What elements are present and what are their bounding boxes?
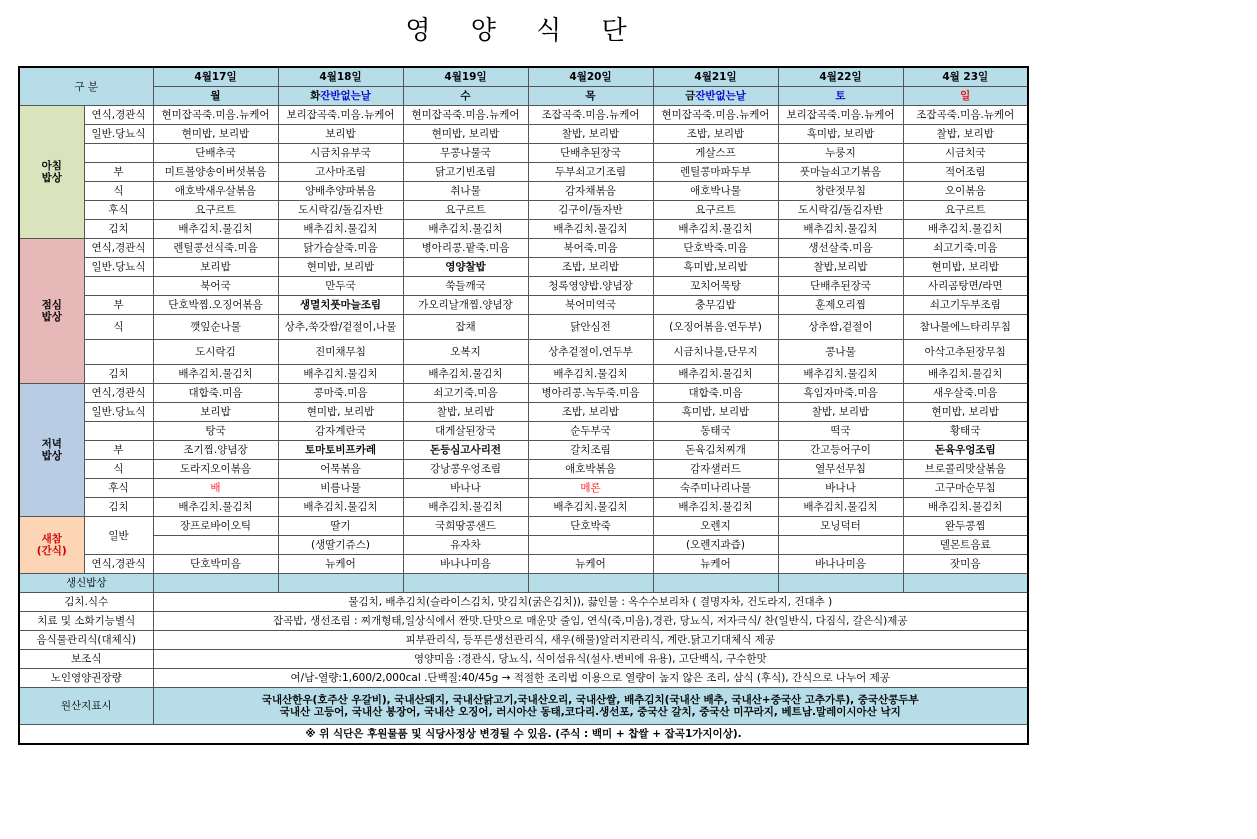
lunch-label-line: 점심 (41, 299, 62, 311)
menu-item: 보리밥 (153, 403, 278, 422)
row-category (84, 144, 153, 163)
menu-item: 애호박새우살볶음 (153, 182, 278, 201)
info-text: 피부관리식, 등푸른생선관리식, 새우(해물)알러지관리식, 계란.닭고기대체식 제공 (153, 631, 1028, 650)
snack-label-line: (간식) (36, 545, 67, 557)
header-date-row (19, 67, 1028, 87)
date-header: 4월17일 (153, 67, 278, 87)
row-category (84, 277, 153, 296)
menu-item: 대합죽.미음 (653, 384, 778, 403)
menu-item: 상추,쑥갓쌈/겉절이,나물 (278, 315, 403, 340)
info-label: 치료 및 소화기능별식 (19, 612, 153, 631)
menu-item: 가오리날개찜.양념장 (403, 296, 528, 315)
row-category (84, 422, 153, 441)
menu-item: 조밥, 보리밥 (653, 125, 778, 144)
menu-item: 배추김치.물김치 (403, 365, 528, 384)
dow-header (403, 87, 528, 106)
dinner-row (19, 460, 1028, 479)
menu-item: 요구르트 (403, 201, 528, 220)
menu-item: 바나나 (778, 479, 903, 498)
menu-item: (오징어볶음.연두부) (653, 315, 778, 340)
footnote: ※ 위 식단은 후원물품 및 식당사정상 변경될 수 있음. (주식 : 백미 + 찹쌀 + 잡곡1가지이상). (19, 725, 1028, 745)
menu-item: 조잡곡죽.미음.뉴케어 (903, 106, 1028, 125)
snack-item: 바나나미음 (778, 555, 903, 574)
row-category: 연식,경관식 (84, 239, 153, 258)
menu-item: 콩나물 (778, 340, 903, 365)
date-header: 4월 23일 (903, 67, 1028, 87)
menu-item: 토마토비프카레 (278, 441, 403, 460)
menu-item: 배추김치.물김치 (528, 498, 653, 517)
breakfast-row (19, 182, 1028, 201)
breakfast-row (19, 125, 1028, 144)
origin-text (153, 688, 1028, 725)
birthday-cell (528, 574, 653, 593)
menu-item: 상추겉절이,연두부 (528, 340, 653, 365)
menu-item: 상추쌈,겉절이 (778, 315, 903, 340)
breakfast-row (19, 106, 1028, 125)
menu-table (18, 66, 1029, 745)
snack-label (19, 517, 84, 574)
menu-item: 보리잡곡죽.미음.뉴케어 (278, 106, 403, 125)
menu-item: 현미잡곡죽.미음.뉴케어 (153, 106, 278, 125)
dow-label: 수 (460, 90, 471, 102)
info-label: 음식물관리식(대체식) (19, 631, 153, 650)
menu-item: 배추김치.물김치 (153, 498, 278, 517)
menu-item: 배추김치.물김치 (903, 220, 1028, 239)
menu-item: 간고등어구이 (778, 441, 903, 460)
dow-prefix: 화 (310, 90, 321, 102)
menu-item: 감자채볶음 (528, 182, 653, 201)
row-category: 일반.당뇨식 (84, 125, 153, 144)
dow-prefix: 금 (685, 90, 696, 102)
menu-item: 배추김치.물김치 (153, 365, 278, 384)
breakfast-row (19, 220, 1028, 239)
menu-item: 메론 (528, 479, 653, 498)
row-category: 일반 (84, 517, 153, 555)
snack-row (19, 536, 1028, 555)
menu-item: 닭가슴살죽.미음 (278, 239, 403, 258)
menu-item: 조기찜.양념장 (153, 441, 278, 460)
menu-item: 돈등심고사리전 (403, 441, 528, 460)
row-category: 김치 (84, 365, 153, 384)
lunch-label-line: 밥상 (41, 311, 62, 323)
menu-item: 영양찰밥 (403, 258, 528, 277)
menu-item: 진미채무침 (278, 340, 403, 365)
menu-item: 배추김치.물김치 (278, 498, 403, 517)
menu-item: 시금치유부국 (278, 144, 403, 163)
dinner-row (19, 403, 1028, 422)
row-category: 김치 (84, 220, 153, 239)
date-header: 4월21일 (653, 67, 778, 87)
menu-item: 찰밥,보리밥 (778, 258, 903, 277)
menu-item: 병아리콩.녹두죽.미음 (528, 384, 653, 403)
menu-item: 적어조림 (903, 163, 1028, 182)
menu-item: 배추김치.물김치 (903, 365, 1028, 384)
menu-item: 쇠고기두부조림 (903, 296, 1028, 315)
menu-item: 도시락김/돌김자반 (778, 201, 903, 220)
dow-header (653, 87, 778, 106)
dow-header (278, 87, 403, 106)
menu-item: 렌틸콩마파두부 (653, 163, 778, 182)
snack-item: 모닝덕터 (778, 517, 903, 536)
dinner-row (19, 498, 1028, 517)
dow-label: 월 (210, 90, 221, 102)
menu-item: 북어미역국 (528, 296, 653, 315)
menu-item: 쑥들깨국 (403, 277, 528, 296)
menu-item: 쇠고기죽.미음 (903, 239, 1028, 258)
menu-item: 꼬치어묵탕 (653, 277, 778, 296)
menu-item: 잡채 (403, 315, 528, 340)
menu-item: 대합죽.미음 (153, 384, 278, 403)
menu-item: 배추김치.물김치 (778, 498, 903, 517)
lunch-row (19, 258, 1028, 277)
snack-label-line: 새참 (41, 533, 62, 545)
menu-item: 보리잡곡죽.미음.뉴케어 (778, 106, 903, 125)
snack-item: 단호박죽 (528, 517, 653, 536)
snack-item: 완두콩찜 (903, 517, 1028, 536)
menu-item: 돈육김치찌개 (653, 441, 778, 460)
row-category: 일반.당뇨식 (84, 258, 153, 277)
dinner-row (19, 384, 1028, 403)
menu-item: 단호박죽.미음 (653, 239, 778, 258)
lunch-row (19, 315, 1028, 340)
menu-item: 황태국 (903, 422, 1028, 441)
menu-item: 현미밥, 보리밥 (278, 258, 403, 277)
snack-item: 단호박미음 (153, 555, 278, 574)
breakfast-label-line: 밥상 (41, 172, 62, 184)
info-label: 김치.식수 (19, 593, 153, 612)
header-dow-row (19, 87, 1028, 106)
menu-item: 보리밥 (278, 125, 403, 144)
menu-item: 단배추국 (153, 144, 278, 163)
menu-item: 도시락김 (153, 340, 278, 365)
breakfast-label-line: 아침 (41, 160, 62, 172)
info-text: 물김치, 배추김치(슬라이스김치, 맛김치(굵은김치)), 끓인물 : 옥수수보리차 ( 결명자차, 건도라지, 건대추 ) (153, 593, 1028, 612)
menu-item: 배추김치.물김치 (278, 365, 403, 384)
menu-item: 닭안심전 (528, 315, 653, 340)
menu-item: 렌틸콩선식죽.미음 (153, 239, 278, 258)
dow-header (528, 87, 653, 106)
menu-item: 새우살죽.미음 (903, 384, 1028, 403)
row-category: 연식,경관식 (84, 555, 153, 574)
menu-item: 보리밥 (153, 258, 278, 277)
menu-item: 열무선무침 (778, 460, 903, 479)
menu-item: 갈치조림 (528, 441, 653, 460)
snack-soft-row (19, 555, 1028, 574)
menu-item: 시금치나물,단무지 (653, 340, 778, 365)
row-category: 부 (84, 441, 153, 460)
menu-item: 생선살죽.미음 (778, 239, 903, 258)
info-label: 노인영양권장량 (19, 669, 153, 688)
row-category: 후식 (84, 479, 153, 498)
snack-item: 델몬트음료 (903, 536, 1028, 555)
breakfast-label (19, 106, 84, 239)
info-label: 보조식 (19, 650, 153, 669)
row-category: 부 (84, 163, 153, 182)
row-category (84, 340, 153, 365)
menu-item: 취나물 (403, 182, 528, 201)
menu-item: 요구르트 (903, 201, 1028, 220)
menu-item: 숙주미나리나물 (653, 479, 778, 498)
dinner-label-line: 저녁 (41, 438, 62, 450)
info-row-therapy (19, 612, 1028, 631)
menu-item: 떡국 (778, 422, 903, 441)
menu-item: 두부쇠고기조림 (528, 163, 653, 182)
menu-item: 도라지오이볶음 (153, 460, 278, 479)
menu-item: 오이볶음 (903, 182, 1028, 201)
menu-item: 감자계란국 (278, 422, 403, 441)
dinner-row (19, 441, 1028, 460)
menu-item: 순두부국 (528, 422, 653, 441)
menu-item: 무콩나물국 (403, 144, 528, 163)
breakfast-row (19, 163, 1028, 182)
birthday-cell (653, 574, 778, 593)
menu-item: 찰밥, 보리밥 (778, 403, 903, 422)
menu-item: 단배추된장국 (778, 277, 903, 296)
birthday-cell (278, 574, 403, 593)
breakfast-row (19, 201, 1028, 220)
menu-item: 배추김치.물김치 (528, 220, 653, 239)
menu-item: 현미밥, 보리밥 (403, 125, 528, 144)
lunch-row (19, 365, 1028, 384)
snack-item: (오렌지과즙) (653, 536, 778, 555)
menu-item: 배추김치.물김치 (403, 498, 528, 517)
dinner-label (19, 384, 84, 517)
menu-item: 고구마순무침 (903, 479, 1028, 498)
menu-item: 애호박나물 (653, 182, 778, 201)
menu-item: 배추김치.물김치 (653, 365, 778, 384)
snack-item (778, 536, 903, 555)
dow-header (153, 87, 278, 106)
menu-item: 아삭고추된장무침 (903, 340, 1028, 365)
menu-item: 애호박볶음 (528, 460, 653, 479)
menu-item: 동태국 (653, 422, 778, 441)
info-text: 잡곡밥, 생선조림 : 찌개형태,일상식에서 짠맛.단맛으로 매운맛 줄임, 연식(죽,미음),경관, 당뇨식, 저자극식/ 찬(일반식, 다짐식, 갈은식)제공 (153, 612, 1028, 631)
menu-item: 현미밥, 보리밥 (278, 403, 403, 422)
menu-item: 강낭콩우엉조림 (403, 460, 528, 479)
menu-item: 흑미밥,보리밥 (653, 258, 778, 277)
menu-item: 비름나물 (278, 479, 403, 498)
lunch-label (19, 239, 84, 384)
info-text: 영양미음 :경관식, 당뇨식, 식이섬유식(설사.변비에 유용), 고단백식, 구수한맛 (153, 650, 1028, 669)
menu-item: 배추김치.물김치 (778, 220, 903, 239)
row-category: 김치 (84, 498, 153, 517)
origin-line: 국내산한우(호주산 우갈비), 국내산돼지, 국내산닭고기,국내산오리, 국내산쌀, 배추김치(국내산 배추, 국내산+중국산 고추가루), 중국산콩두부 (261, 694, 919, 706)
menu-item: 어묵볶음 (278, 460, 403, 479)
snack-item: 장프로바이오틱 (153, 517, 278, 536)
menu-item: 양배추양파볶음 (278, 182, 403, 201)
lunch-row (19, 296, 1028, 315)
menu-item: 바나나 (403, 479, 528, 498)
menu-item: 조밥, 보리밥 (528, 258, 653, 277)
snack-item: 오렌지 (653, 517, 778, 536)
menu-item: 북어죽.미음 (528, 239, 653, 258)
menu-item: 흑임자마죽.미음 (778, 384, 903, 403)
menu-item: 풋마늘쇠고기볶음 (778, 163, 903, 182)
menu-item: 탕국 (153, 422, 278, 441)
menu-item: 도시락김/돌김자반 (278, 201, 403, 220)
menu-item: 현미밥, 보리밥 (903, 403, 1028, 422)
birthday-label: 생신밥상 (19, 574, 153, 593)
menu-item: 감자샐러드 (653, 460, 778, 479)
menu-item: 참나물에느타리무침 (903, 315, 1028, 340)
date-header: 4월19일 (403, 67, 528, 87)
menu-item: 찰밥, 보리밥 (403, 403, 528, 422)
menu-item: 시금치국 (903, 144, 1028, 163)
menu-item: 배추김치.물김치 (153, 220, 278, 239)
row-category: 연식,경관식 (84, 106, 153, 125)
footnote-row (19, 725, 1028, 745)
lunch-row (19, 340, 1028, 365)
menu-item: 생멸치풋마늘조림 (278, 296, 403, 315)
birthday-cell (403, 574, 528, 593)
snack-item: 딸기 (278, 517, 403, 536)
row-category: 부 (84, 296, 153, 315)
menu-item: 배추김치.물김치 (778, 365, 903, 384)
breakfast-row (19, 144, 1028, 163)
menu-item: 배추김치.물김치 (403, 220, 528, 239)
menu-item: 오복지 (403, 340, 528, 365)
menu-item: 브로콜리맛살볶음 (903, 460, 1028, 479)
no-leftover-day: 잔반없는날 (320, 90, 371, 102)
birthday-cell (903, 574, 1028, 593)
row-category: 후식 (84, 201, 153, 220)
menu-item: 배추김치.물김치 (528, 365, 653, 384)
origin-label: 원산지표시 (19, 688, 153, 725)
menu-item: 배추김치.물김치 (903, 498, 1028, 517)
menu-item: 김구이/돌자반 (528, 201, 653, 220)
menu-item: 깻잎순나물 (153, 315, 278, 340)
snack-row (19, 517, 1028, 536)
menu-item: 현미잡곡죽.미음.뉴케어 (403, 106, 528, 125)
page-title: 영 양 식 단 (405, 16, 643, 46)
dow-header (903, 87, 1028, 106)
menu-item: 배추김치.물김치 (278, 220, 403, 239)
snack-item: 유자차 (403, 536, 528, 555)
dinner-label-line: 밥상 (41, 450, 62, 462)
menu-item: 닭고기빈조림 (403, 163, 528, 182)
row-category: 식 (84, 182, 153, 201)
dow-label: 토 (835, 90, 846, 102)
menu-item: 현미밥, 보리밥 (153, 125, 278, 144)
date-header: 4월18일 (278, 67, 403, 87)
dow-label: 목 (585, 90, 596, 102)
birthday-row (19, 574, 1028, 593)
menu-item: 배추김치.물김치 (653, 220, 778, 239)
menu-item: 훈제오리찜 (778, 296, 903, 315)
menu-item: 고사마조림 (278, 163, 403, 182)
menu-item: 콩마죽.미음 (278, 384, 403, 403)
date-header: 4월22일 (778, 67, 903, 87)
row-category: 식 (84, 460, 153, 479)
menu-item: 청록영양밥.양념장 (528, 277, 653, 296)
dinner-row (19, 479, 1028, 498)
menu-item: 조밥, 보리밥 (528, 403, 653, 422)
dinner-row (19, 422, 1028, 441)
menu-item: 현미밥, 보리밥 (903, 258, 1028, 277)
lunch-row (19, 239, 1028, 258)
origin-row (19, 688, 1028, 725)
info-row-allergy (19, 631, 1028, 650)
menu-item: 창란젓무침 (778, 182, 903, 201)
info-text: 여/남-열량:1,600/2,000cal .단백질:40/45g → 적절한 조리법 이용으로 열량이 높지 않은 조리, 삼식 (후식), 간식으로 나누어 제공 (153, 669, 1028, 688)
snack-item: 뉴케어 (278, 555, 403, 574)
snack-item: 국희땅콩샌드 (403, 517, 528, 536)
menu-item: 현미잡곡죽.미음.뉴케어 (653, 106, 778, 125)
origin-line: 국내산 고등어, 국내산 봉장어, 국내산 오징어, 러시아산 동태,코다리.생선포, 중국산 갈치, 중국산 미꾸라지, 베트남.말레이시아산 낙지 (279, 706, 901, 718)
snack-item (153, 536, 278, 555)
snack-item: 바나나미음 (403, 555, 528, 574)
menu-item: 누룽지 (778, 144, 903, 163)
gubun-header: 구 분 (19, 67, 153, 106)
snack-item: 뉴케어 (653, 555, 778, 574)
menu-item: 만두국 (278, 277, 403, 296)
snack-item: 뉴케어 (528, 555, 653, 574)
menu-item: 충무김밥 (653, 296, 778, 315)
menu-item: 찰밥, 보리밥 (903, 125, 1028, 144)
menu-item: 요구르트 (153, 201, 278, 220)
dow-header (778, 87, 903, 106)
menu-item: 흑미밥, 보리밥 (778, 125, 903, 144)
lunch-row (19, 277, 1028, 296)
snack-item: (생딸기쥬스) (278, 536, 403, 555)
info-row-supplement (19, 650, 1028, 669)
menu-item: 조잡곡죽.미음.뉴케어 (528, 106, 653, 125)
dow-label: 일 (960, 90, 971, 102)
menu-item: 흑미밥, 보리밥 (653, 403, 778, 422)
no-leftover-day: 잔반없는날 (695, 90, 746, 102)
menu-item: 사리곰탕면/라면 (903, 277, 1028, 296)
info-row-standard (19, 669, 1028, 688)
menu-item: 배 (153, 479, 278, 498)
row-category: 연식,경관식 (84, 384, 153, 403)
menu-item: 단배추된장국 (528, 144, 653, 163)
menu-item: 병아리콩.팥죽.미음 (403, 239, 528, 258)
menu-item: 찰밥, 보리밥 (528, 125, 653, 144)
birthday-cell (153, 574, 278, 593)
menu-item: 북어국 (153, 277, 278, 296)
menu-item: 요구르트 (653, 201, 778, 220)
menu-item: 배추김치.물김치 (653, 498, 778, 517)
snack-item (528, 536, 653, 555)
row-category: 일반.당뇨식 (84, 403, 153, 422)
snack-item: 잣미음 (903, 555, 1028, 574)
menu-item: 미트볼양송이버섯볶음 (153, 163, 278, 182)
row-category: 식 (84, 315, 153, 340)
menu-item: 게살스프 (653, 144, 778, 163)
date-header: 4월20일 (528, 67, 653, 87)
menu-item: 단호박찜.오징어볶음 (153, 296, 278, 315)
menu-item: 대게살된장국 (403, 422, 528, 441)
menu-item: 쇠고기죽.미음 (403, 384, 528, 403)
birthday-cell (778, 574, 903, 593)
menu-item: 돈육우엉조림 (903, 441, 1028, 460)
info-row-kimchi (19, 593, 1028, 612)
